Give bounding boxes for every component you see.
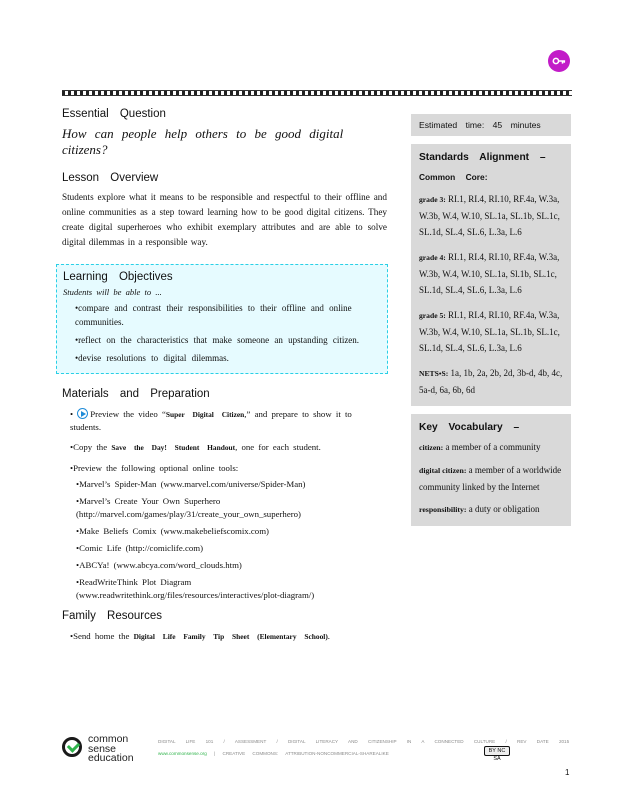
material-text: ,” and prepare to show it to students. [70,409,352,432]
logo-line: common [88,733,129,745]
objective-text: compare and contrast their responsibilities to their offline and online communities. [75,303,352,327]
tool-link[interactable]: ABCYa! (www.abcya.com/word_clouds.htm) [79,560,242,570]
grade-label: grade 3: [419,195,446,204]
nets-standards [419,365,563,398]
time-label: Estimated time: [419,120,485,130]
objectives-intro: Students will be able to ... [63,287,162,297]
grade-label: grade 5: [419,311,446,320]
top-divider [62,90,572,96]
vocab-item [419,501,563,518]
tip-sheet-link[interactable]: Digital Life Family Tip Sheet (Elementary School) [133,632,328,641]
main-column [62,108,387,643]
material-item: •Preview the following optional online tools: [70,463,239,473]
grade-label: grade 4: [419,253,446,262]
learning-objectives-heading: Learning Objectives [63,271,173,283]
family-text: . [327,631,330,641]
key-icon [548,50,570,72]
family-text: Send home the [73,631,134,641]
common-core-label: Common Core: [419,172,488,182]
common-sense-logo [88,735,134,764]
grade-text: RI.1, RI.4, RI.10, RF.4a, W.3a, W.3b, W.4, W.10, SL.1a, SL.1b, SL.1c, SL.1d, SL.4, SL.6, L.3a, L.6 [419,194,560,237]
material-text: Preview the following optional online tools: [73,463,239,473]
essential-question-heading: Essential Question [62,108,166,120]
vocabulary-heading: Key Vocabulary – [419,422,520,433]
vocab-term: responsibility: [419,505,467,514]
vocabulary-box [411,414,571,526]
grade-standards [419,307,563,356]
tool-item: •Marvel’s Spider-Man (www.marvel.com/universe/Spider-Man) [76,479,306,489]
vocab-item [419,462,563,495]
time-value: 45 minutes [492,120,541,130]
lesson-overview-text: Students explore what it means to be responsible and respectful to their offline and online communities as a step toward learning how to be good digital citizens. They create digital superheroes who exhibit exemplary attributes and are able to solve digital dilemmas in a responsible way. [62,192,387,247]
learning-objectives-box [56,264,388,374]
page-number: 1 [565,768,570,777]
estimated-time-box [411,114,571,136]
materials-heading: Materials and Preparation [62,388,210,400]
vocab-term: citizen: [419,443,444,452]
handout-link[interactable]: Save the Day! Student Handout [111,443,236,452]
logo-line: sense [88,742,117,755]
objective-text: reflect on the characteristics that make someone an upstanding citizen. [78,335,360,345]
tool-link[interactable]: Make Beliefs Comix (www.makebeliefscomix.com) [79,526,269,536]
material-item: •Copy the Save the Day! Student Handout, one for each student. [70,442,321,452]
material-text: Preview the video “ [90,409,166,419]
vocab-definition: a duty or obligation [468,504,540,514]
standards-box [411,144,571,406]
tool-link[interactable]: Marvel’s Create Your Own Superhero (http://marvel.com/games/play/31/create_your_own_superhero) [76,496,301,519]
nets-text: 1a, 1b, 2a, 2b, 2d, 3b-d, 4b, 4c, 5a-d, 6a, 6b, 6d [419,368,563,395]
logo-line: education [88,752,134,764]
objective-item: •reflect on the characteristics that make someone an upstanding citizen. [75,335,360,345]
tool-link[interactable]: Marvel’s Spider-Man (www.marvel.com/universe/Spider-Man) [79,479,306,489]
lesson-overview-heading: Lesson Overview [62,172,159,184]
family-resources-heading: Family Resources [62,610,163,622]
standards-heading: Standards Alignment – [419,152,546,163]
tool-item: •ReadWriteThink Plot Diagram (www.readwritethink.org/files/resources/interactives/plot-diagram/) [76,577,315,600]
material-text: Copy the [73,442,112,452]
tool-link[interactable]: ReadWriteThink Plot Diagram (www.readwritethink.org/files/resources/interactives/plot-diagram/) [76,577,315,600]
vocab-definition: a member of a community [445,442,541,452]
material-text: , one for each student. [235,442,321,452]
tool-link[interactable]: Comic Life (http://comiclife.com) [79,543,204,553]
essential-question-text: How can people help others to be good digital citizens? [62,126,344,157]
play-video-icon[interactable] [77,408,88,419]
common-sense-logo-icon [62,737,82,757]
footer-license [158,751,389,756]
creative-commons-badge: BY NC SA [484,746,510,756]
grade-standards [419,191,563,240]
footer-link[interactable]: www.commonsense.org [158,751,207,756]
footer-info: DIGITAL LIFE 101 / ASSESSMENT / DIGITAL LITERACY AND CITIZENSHIP IN A CONNECTED CULTURE / REV DATE 2015 [158,739,570,744]
footer [62,735,572,775]
objective-item: •devise resolutions to digital dilemmas. [75,353,229,363]
tool-item: •ABCYa! (www.abcya.com/word_clouds.htm) [76,560,242,570]
nets-label: NETS•S: [419,369,449,378]
vocab-definition: a member of a worldwide community linked by the Internet [419,465,562,492]
grade-text: RI.1, RI.4, RI.10, RF.4a, W.3a, W.3b, W.4, W.10, SL.1a, SL.1b, SL.1c, SL.1d, SL.4, SL.6, L.3a, L.6 [419,310,560,353]
objective-item: •compare and contrast their responsibilities to their offline and online communities. [75,303,352,327]
vocab-term: digital citizen: [419,466,467,475]
sidebar [411,114,571,526]
material-item: • Preview the video “Super Digital Citizen,” and prepare to show it to students. [70,409,352,432]
family-item: •Send home the Digital Life Family Tip Sheet (Elementary School). [70,631,330,641]
grade-standards [419,249,563,298]
video-link[interactable]: Super Digital Citizen [165,410,245,419]
tool-item: •Make Beliefs Comix (www.makebeliefscomix.com) [76,526,269,536]
objective-text: devise resolutions to digital dilemmas. [78,353,229,363]
vocab-item [419,439,563,456]
license-text: | CREATIVE COMMONS: ATTRIBUTION-NONCOMMERCIAL-SHAREALIKE [214,751,389,756]
tool-item: •Marvel’s Create Your Own Superhero (http://marvel.com/games/play/31/create_your_own_superhero) [76,496,301,519]
tool-item: •Comic Life (http://comiclife.com) [76,543,204,553]
grade-text: RI.1, RI.4, RI.10, RF.4a, W.3a, W.3b, W.4, W.10, SL.1a, Sl.1b, SL.1c, SL.1d, SL.4, SL.6, L.3a, L.6 [419,252,560,295]
